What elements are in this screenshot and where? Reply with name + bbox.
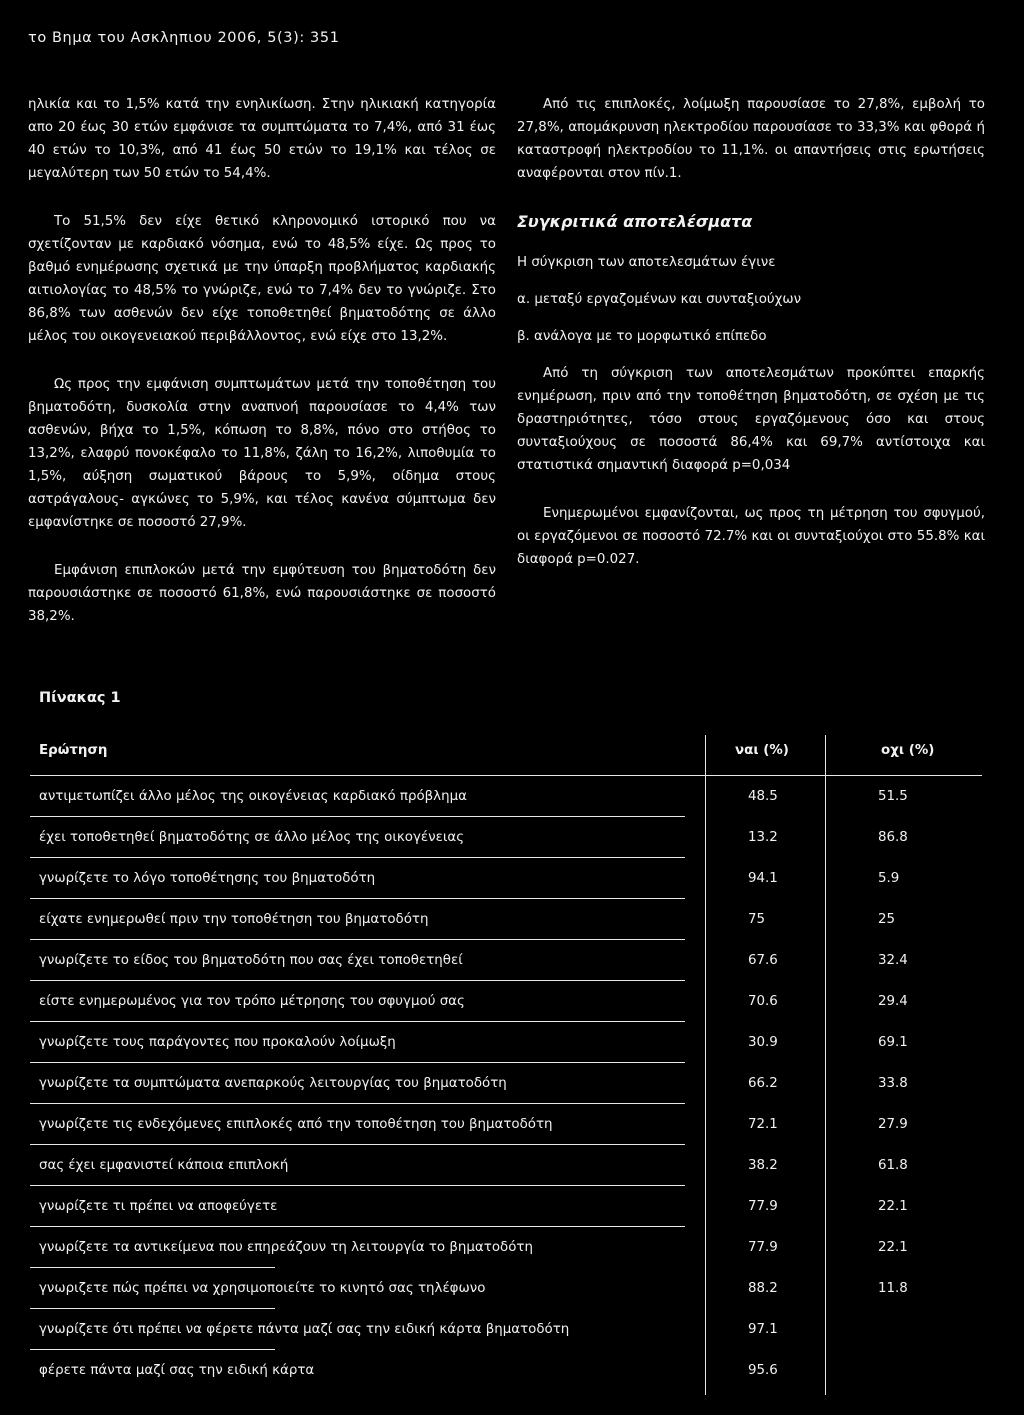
row-no-value: 86.8 bbox=[878, 830, 908, 845]
row-question: έχει τοποθετηθεί βηματοδότης σε άλλο μέλος της οικογένειας bbox=[39, 830, 465, 845]
left-column bbox=[28, 93, 496, 653]
row-no-value: 5.9 bbox=[878, 871, 900, 886]
row-no-value: 61.8 bbox=[878, 1158, 908, 1173]
table-rule bbox=[30, 1267, 275, 1268]
table-rule bbox=[30, 980, 685, 981]
table-row bbox=[30, 1355, 982, 1389]
row-yes-value: 38.2 bbox=[748, 1158, 778, 1173]
paragraph: Ως προς την εμφάνιση συμπτωμάτων μετά την τοποθέτηση του βηματοδότη, δυσκολία στην αναπνοή παρουσίασε το 4,4% των ασθενών, βήχα το 1,5%, κόπωση το 8,8%, πόνο στο στήθος το 13,2%, ελαφρύ πονοκέφαλο το 11,8%, ζάλη το 16,2%, λιποθυμία το 1,5%, αύξηση σωματικού βάρους το 5,9%, οίδημα στους αστράγαλους- αγκώνες το 5,9%, και τέλος κανένα σύμπτωμα δεν εμφανίστηκε σε ποσοστό 27,9%. bbox=[28, 377, 496, 530]
paragraph: β. ανάλογα με το μορφωτικό επίπεδο bbox=[517, 329, 767, 344]
row-yes-value: 67.6 bbox=[748, 953, 778, 968]
row-yes-value: 48.5 bbox=[748, 789, 778, 804]
table-rule bbox=[30, 1226, 685, 1227]
table-rule bbox=[30, 1103, 685, 1104]
row-question: γνωρίζετε ότι πρέπει να φέρετε πάντα μαζί σας την ειδική κάρτα βηματοδότη bbox=[39, 1322, 570, 1337]
row-question: γνωρίζετε τους παράγοντες που προκαλούν λοίμωξη bbox=[39, 1035, 396, 1050]
table-rule bbox=[30, 1021, 685, 1022]
table-header-row bbox=[30, 735, 982, 769]
table-rule bbox=[30, 816, 685, 817]
row-no-value: 22.1 bbox=[878, 1240, 908, 1255]
row-question: σας έχει εμφανιστεί κάποια επιπλοκή bbox=[39, 1158, 289, 1173]
row-question: αντιμετωπίζει άλλο μέλος της οικογένειας καρδιακό πρόβλημα bbox=[39, 789, 467, 804]
row-question: γνωριζετε πώς πρέπει να χρησιμοποιείτε το κινητό σας τηλέφωνο bbox=[39, 1281, 486, 1296]
row-yes-value: 77.9 bbox=[748, 1240, 778, 1255]
table-rule bbox=[30, 1144, 685, 1145]
row-yes-value: 75 bbox=[748, 912, 766, 927]
table-row bbox=[30, 904, 982, 938]
table-title: Πίνακας 1 bbox=[39, 690, 121, 706]
row-question: είχατε ενημερωθεί πριν την τοποθέτηση του βηματοδότη bbox=[39, 912, 429, 927]
table-row bbox=[30, 863, 982, 897]
table-row bbox=[30, 1150, 982, 1184]
row-no-value: 27.9 bbox=[878, 1117, 908, 1132]
row-no-value: 22.1 bbox=[878, 1199, 908, 1214]
table-row bbox=[30, 1191, 982, 1225]
table-row bbox=[30, 986, 982, 1020]
results-table bbox=[30, 735, 982, 1395]
table-row bbox=[30, 781, 982, 815]
paragraph: Ενημερωμένοι εμφανίζονται, ως προς τη μέτρηση του σφυγμού, οι εργαζόμενοι σε ποσοστό 72.7% και οι συνταξιούχοι στο 55.8% και διαφορά p=0.027. bbox=[517, 506, 985, 567]
table-rule bbox=[30, 857, 685, 858]
row-no-value: 33.8 bbox=[878, 1076, 908, 1091]
section-title: Συγκριτικά αποτελέσματα bbox=[517, 212, 753, 231]
header-question: Ερώτηση bbox=[39, 743, 108, 758]
table-row bbox=[30, 822, 982, 856]
row-question: γνωρίζετε το λόγο τοποθέτησης του βηματοδότη bbox=[39, 871, 376, 886]
table-row bbox=[30, 1068, 982, 1102]
right-column bbox=[517, 93, 985, 596]
row-question: γνωρίζετε το είδος του βηματοδότη που σας έχει τοποθετηθεί bbox=[39, 953, 463, 968]
running-header: το Βημα του Ασκληπιου 2006, 5(3): 351 bbox=[28, 30, 340, 46]
table-rule bbox=[30, 1062, 685, 1063]
row-yes-value: 70.6 bbox=[748, 994, 778, 1009]
row-yes-value: 97.1 bbox=[748, 1322, 778, 1337]
row-no-value: 29.4 bbox=[878, 994, 908, 1009]
row-question: γνωρίζετε τι πρέπει να αποφεύγετε bbox=[39, 1199, 278, 1214]
table-rule bbox=[30, 775, 982, 776]
row-no-value: 25 bbox=[878, 912, 896, 927]
row-question: γνωρίζετε τα αντικείμενα που επηρεάζουν τη λειτουργία το βηματοδότη bbox=[39, 1240, 533, 1255]
row-question: γνωρίζετε τα συμπτώματα ανεπαρκούς λειτουργίας του βηματοδότη bbox=[39, 1076, 507, 1091]
paragraph: α. μεταξύ εργαζομένων και συνταξιούχων bbox=[517, 292, 802, 307]
row-yes-value: 95.6 bbox=[748, 1363, 778, 1378]
row-yes-value: 30.9 bbox=[748, 1035, 778, 1050]
table-rule bbox=[30, 939, 685, 940]
row-no-value: 51.5 bbox=[878, 789, 908, 804]
paragraph: Το 51,5% δεν είχε θετικό κληρονομικό ιστορικό που να σχετίζονταν με καρδιακό νόσημα, ενώ το 48,5% είχε. Ως προς το βαθμό ενημέρωσης σχετικά με την ύπαρξη προβλήματος καρδιακής αιτιολογίας το 48,5% το γνώριζε, ενώ το 7,4% δεν το γνώριζε. Στο 86,8% των ασθενών δεν είχε τοποθετηθεί βηματοδότης σε άλλο μέλος του οικογενειακού περιβάλλοντος, ενώ είχε στο 13,2%. bbox=[28, 214, 496, 344]
table-rule bbox=[30, 1185, 685, 1186]
row-yes-value: 72.1 bbox=[748, 1117, 778, 1132]
row-question: γνωρίζετε τις ενδεχόμενες επιπλοκές από την τοποθέτηση του βηματοδότη bbox=[39, 1117, 553, 1132]
row-yes-value: 94.1 bbox=[748, 871, 778, 886]
table-row bbox=[30, 1027, 982, 1061]
table-rule bbox=[30, 1308, 275, 1309]
table-row bbox=[30, 1273, 982, 1307]
header-yes: ναι (%) bbox=[735, 743, 789, 758]
row-no-value: 69.1 bbox=[878, 1035, 908, 1050]
paragraph: ηλικία και το 1,5% κατά την ενηλικίωση. Στην ηλικιακή κατηγορία απο 20 έως 30 ετών εμφάνισε τα συμπτώματα το 7,4%, από 31 έως 40 ετών το 10,3%, από 41 έως 50 ετών το 19,1% και τέλος σε μεγαλύτερη των 50 ετών το 54,4%. bbox=[28, 97, 496, 181]
row-yes-value: 77.9 bbox=[748, 1199, 778, 1214]
row-yes-value: 88.2 bbox=[748, 1281, 778, 1296]
row-question: είστε ενημερωμένος για τον τρόπο μέτρησης του σφυγμού σας bbox=[39, 994, 465, 1009]
row-no-value: 32.4 bbox=[878, 953, 908, 968]
paragraph: Από τη σύγκριση των αποτελεσμάτων προκύπτει επαρκής ενημέρωση, πριν από την τοποθέτηση βηματοδότη, σε σχέση με τις δραστηριότητες, τόσο στους εργαζόμενους όσο και στους συνταξιούχους σε ποσοστά 86,4% και 69,7% αντίστοιχα και στατιστικά σημαντική διαφορά p=0,034 bbox=[517, 366, 985, 473]
row-yes-value: 13.2 bbox=[748, 830, 778, 845]
paragraph: Εμφάνιση επιπλοκών μετά την εμφύτευση του βηματοδότη δεν παρουσιάστηκε σε ποσοστό 61,8%, ενώ παρουσιάστηκε σε ποσοστό 38,2%. bbox=[28, 563, 496, 624]
table-rule bbox=[30, 898, 685, 899]
table-row bbox=[30, 1109, 982, 1143]
row-no-value: 11.8 bbox=[878, 1281, 908, 1296]
table-row bbox=[30, 1314, 982, 1348]
table-rule bbox=[30, 1349, 275, 1350]
row-yes-value: 66.2 bbox=[748, 1076, 778, 1091]
header-no: οχι (%) bbox=[881, 743, 935, 758]
paragraph: Από τις επιπλοκές, λοίμωξη παρουσίασε το 27,8%, εμβολή το 27,8%, απομάκρυνση ηλεκτροδίου παρουσίασε το 33,3% και φθορά ή καταστροφή ηλεκτροδίου το 11,1%. οι απαντήσεις στις ερωτήσεις αναφέρονται στον πίν.1. bbox=[517, 97, 985, 181]
table-row bbox=[30, 1232, 982, 1266]
table-row bbox=[30, 945, 982, 979]
paragraph: Η σύγκριση των αποτελεσμάτων έγινε bbox=[517, 255, 776, 270]
row-question: φέρετε πάντα μαζί σας την ειδική κάρτα bbox=[39, 1363, 315, 1378]
